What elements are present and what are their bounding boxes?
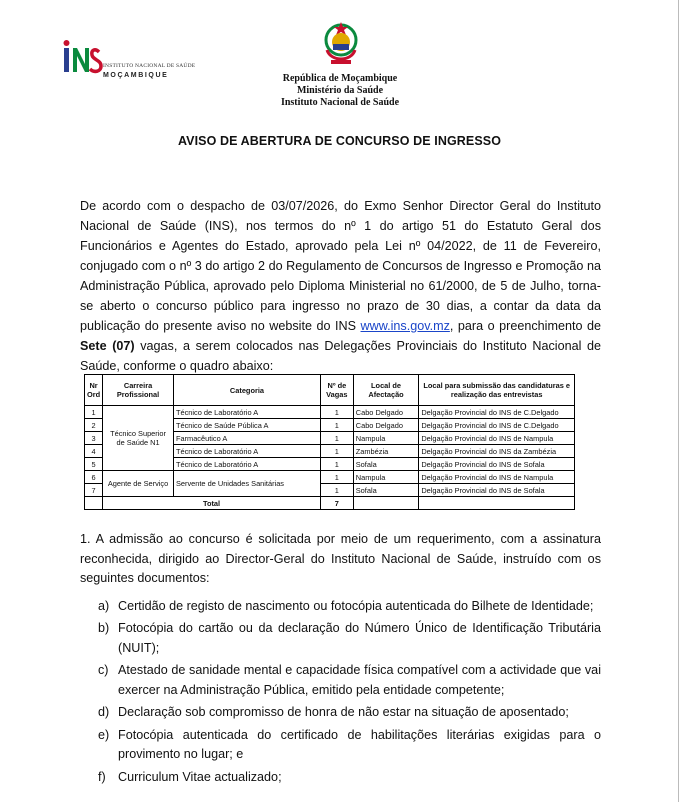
intro-text-2: , para o preenchimento de (449, 319, 601, 333)
cell-carreira: Técnico Superior de Saúde N1 (103, 406, 174, 471)
table-row (85, 471, 575, 484)
list-item (80, 726, 601, 765)
list-item (80, 597, 601, 617)
institution-header (240, 73, 440, 109)
cell-empty (419, 497, 575, 510)
cell-submissao: Delgação Provincial do INS de Sofala (419, 458, 575, 471)
table-header-row (85, 375, 575, 406)
ministry-line: Ministério da Saúde (296, 85, 384, 96)
vacancies-table (84, 374, 575, 510)
col-header-vagas: Nº de Vagas (320, 375, 353, 406)
list-item-text: Declaração sob compromisso de honra de não estar na situação de aposentado; (118, 705, 569, 719)
cell-submissao: Delgação Provincial do INS da Zambézia (419, 445, 575, 458)
cell-submissao: Delgação Provincial do INS de C.Delgado (419, 419, 575, 432)
cell-local: Sofala (353, 484, 419, 497)
republic-line: República de Moçambique (282, 73, 398, 84)
cell-categoria: Farmacêutico A (173, 432, 320, 445)
total-value: 7 (320, 497, 353, 510)
list-item (80, 703, 601, 723)
document-title: AVISO DE ABERTURA DE CONCURSO DE INGRESSO (177, 134, 502, 148)
list-marker: a) (98, 598, 110, 613)
cell-local: Nampula (353, 471, 419, 484)
intro-text: De acordo com o despacho de 03/07/2026, do Exmo Senhor Director Geral do Instituto Nacional de Saúde (INS), nos termos do nº 1 do artigo 51 do Estatuto Geral dos Funcionários e Agentes do Estado, aprovado pela Lei nº 04/2022, de 11 de Fevereiro, conjugado com o nº 3 do artigo 2 do Regulamento de Concursos de Ingresso e Promoção na Administração Pública, aprovado pelo Diploma Ministerial no 61/2000, de 5 de Julho, torna-se aberto o concurso público para ingresso no prazo de 30 dias, a contar da data da publicação do presente aviso no website do INS (80, 199, 601, 333)
cell-submissao: Delgação Provincial do INS de Nampula (419, 471, 575, 484)
table-row (85, 406, 575, 419)
cell-nr: 5 (85, 458, 103, 471)
cell-local: Sofala (353, 458, 419, 471)
requirements-section (80, 530, 601, 790)
cell-carreira: Agente de Serviço (103, 471, 174, 497)
cell-submissao: Delgação Provincial do INS de Sofala (419, 484, 575, 497)
cell-vagas: 1 (320, 445, 353, 458)
col-header-categoria: Categoria (173, 375, 320, 406)
list-item-text: Certidão de registo de nascimento ou fotocópia autenticada do Bilhete de Identidade; (118, 598, 594, 613)
cell-categoria: Servente de Unidades Sanitárias (173, 471, 320, 497)
list-marker: e) (98, 727, 110, 742)
list-item-text: Fotocópia do cartão ou da declaração do Número Único de Identificação Tributária (NUIT); (118, 621, 601, 655)
cell-vagas: 1 (320, 419, 353, 432)
cell-submissao: Delgação Provincial do INS de Nampula (419, 432, 575, 445)
cell-vagas: 1 (320, 432, 353, 445)
cell-categoria: Técnico de Laboratório A (173, 406, 320, 419)
total-label: Total (103, 497, 321, 510)
cell-submissao: Delgação Provincial do INS de C.Delgado (419, 406, 575, 419)
cell-vagas: 1 (320, 484, 353, 497)
cell-empty (353, 497, 419, 510)
ins-website-link[interactable]: www.ins.gov.mz (360, 319, 450, 333)
list-item (80, 768, 601, 788)
ins-name: INSTITUTO NACIONAL DE SAÚDE (103, 63, 196, 69)
col-header-nr: Nr Ord (85, 375, 103, 406)
cell-vagas: 1 (320, 471, 353, 484)
cell-local: Cabo Delgado (353, 406, 419, 419)
ins-country: MOÇAMBIQUE (103, 72, 169, 79)
list-item-text: Fotocópia autenticada do certificado de habilitações literárias exigidas para o provimento no lugar; e (118, 727, 601, 761)
cell-categoria: Técnico de Saúde Pública A (173, 419, 320, 432)
cell-vagas: 1 (320, 458, 353, 471)
cell-categoria: Técnico de Laboratório A (173, 458, 320, 471)
cell-nr: 1 (85, 406, 103, 419)
col-header-local: Local de Afectação (353, 375, 419, 406)
vacancy-count: Sete (07) (80, 339, 135, 353)
list-item (80, 661, 601, 700)
cell-nr: 2 (85, 419, 103, 432)
cell-empty (85, 497, 103, 510)
cell-local: Zambézia (353, 445, 419, 458)
list-item-text: Curriculum Vitae actualizado; (118, 769, 282, 784)
cell-nr: 7 (85, 484, 103, 497)
list-marker: b) (98, 621, 110, 635)
list-item (80, 619, 601, 658)
list-marker: c) (98, 663, 109, 677)
institute-line: Instituto Nacional de Saúde (280, 97, 400, 108)
national-emblem-icon (321, 18, 361, 70)
intro-text-3: vagas, a serem colocados nas Delegações Provinciais do Instituto Nacional de Saúde, conforme o quadro abaixo: (80, 339, 602, 373)
list-marker: d) (98, 705, 110, 719)
cell-nr: 6 (85, 471, 103, 484)
cell-local: Cabo Delgado (353, 419, 419, 432)
col-header-carreira: Carreira Profissional (103, 375, 174, 406)
table-total-row (85, 497, 575, 510)
cell-nr: 3 (85, 432, 103, 445)
section-1-intro: 1. A admissão ao concurso é solicitada por meio de um requerimento, com a assinatura reconhecida, dirigido ao Director-Geral do Instituto Nacional de Saúde, instruído com os seguintes documentos: (80, 532, 601, 585)
list-item-text: Atestado de sanidade mental e capacidade física compatível com a actividade que vai exercer na Administração Pública, emitido pela entidade competente; (118, 663, 601, 697)
cell-categoria: Técnico de Laboratório A (173, 445, 320, 458)
cell-local: Nampula (353, 432, 419, 445)
documents-list (80, 597, 601, 788)
intro-paragraph (80, 196, 601, 376)
cell-nr: 4 (85, 445, 103, 458)
col-header-submissao: Local para submissão das candidaturas e realização das entrevistas (419, 375, 575, 406)
list-marker: f) (98, 769, 106, 784)
cell-vagas: 1 (320, 406, 353, 419)
